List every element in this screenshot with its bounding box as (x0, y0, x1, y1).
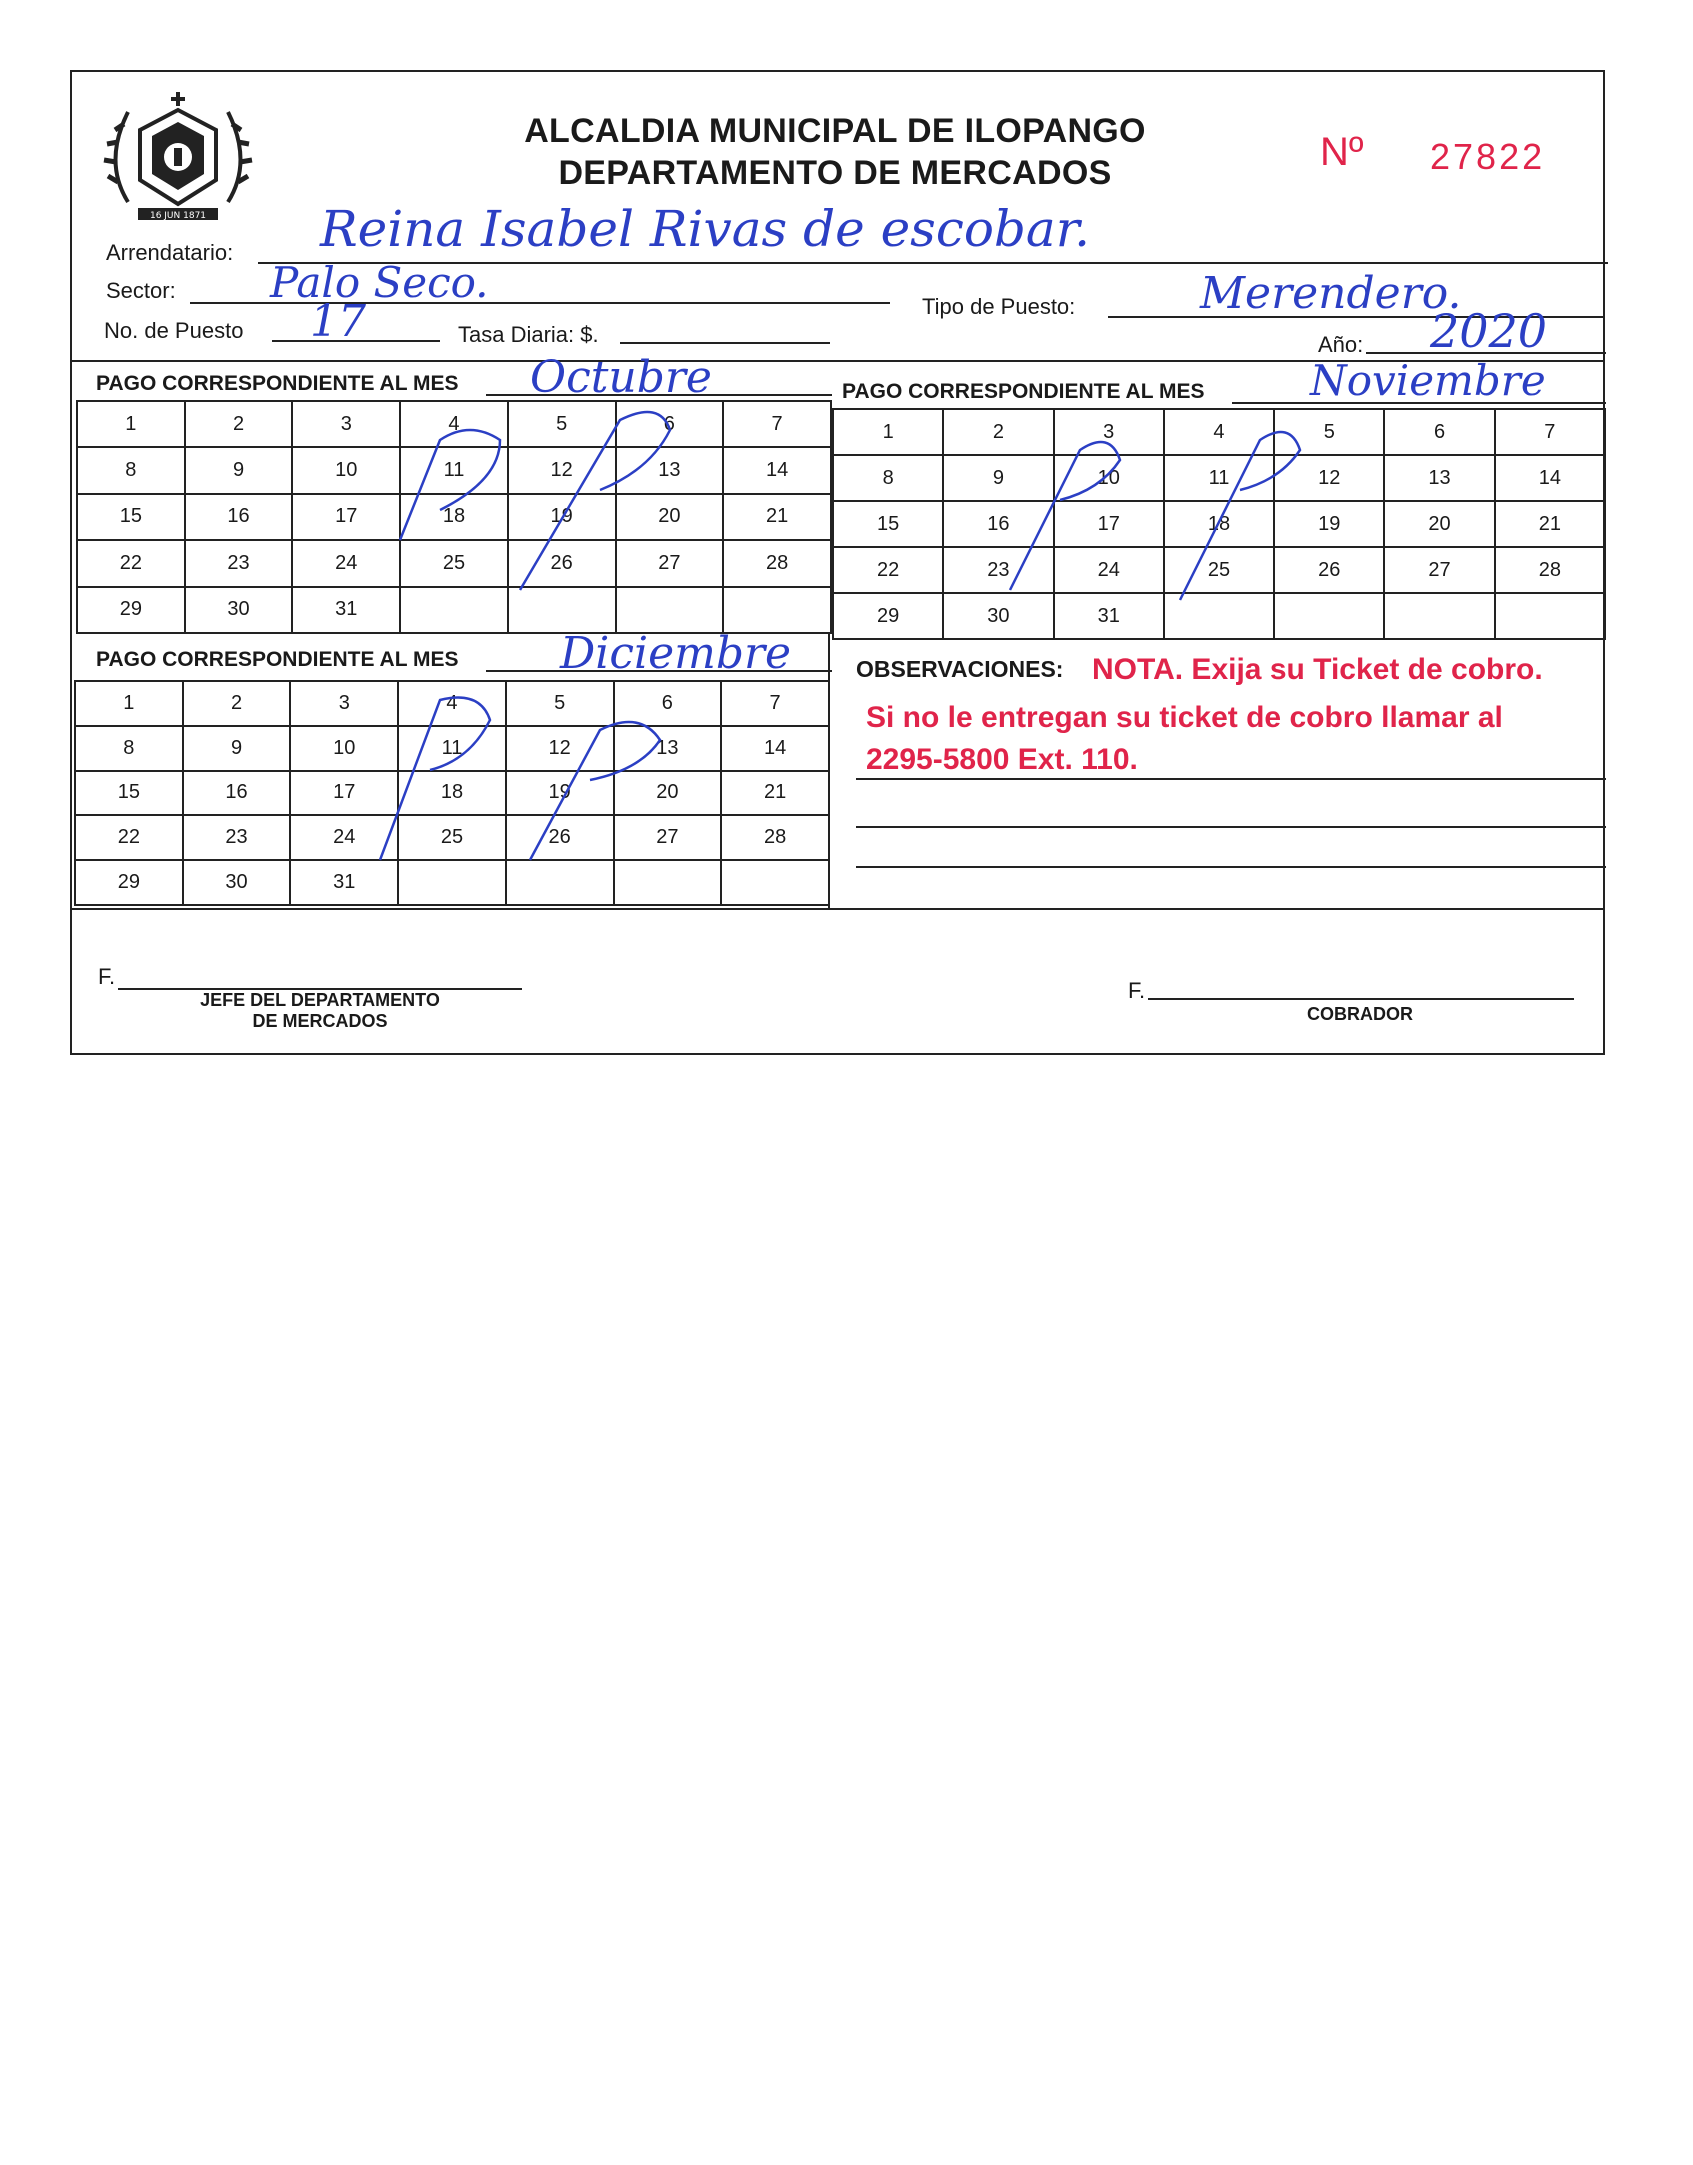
calendar-day-cell[interactable]: 14 (721, 726, 829, 771)
calendar-day-cell[interactable]: 28 (723, 540, 831, 586)
calendar-week-row (77, 401, 831, 447)
calendar-day-cell[interactable]: 29 (77, 587, 185, 633)
calendar-day-cell[interactable]: 4 (398, 681, 506, 726)
calendar-day-cell[interactable]: 9 (185, 447, 293, 493)
calendar-week-row (75, 771, 829, 816)
calendar-day-cell[interactable]: 3 (290, 681, 398, 726)
calendar-day-cell[interactable]: 21 (723, 494, 831, 540)
calendar-week-row (833, 455, 1605, 501)
calendar-day-cell[interactable]: 6 (614, 681, 722, 726)
calendar-day-cell[interactable]: 24 (292, 540, 400, 586)
calendar-day-cell[interactable]: 10 (290, 726, 398, 771)
calendar-day-cell[interactable]: 30 (183, 860, 291, 905)
vertical-divider (828, 634, 832, 910)
calendar-day-cell[interactable] (508, 587, 616, 633)
arrendatario-value[interactable]: Reina Isabel Rivas de escobar. (320, 200, 1091, 258)
tipo-value[interactable]: Merendero. (1200, 268, 1462, 319)
calendar-week-row (833, 547, 1605, 593)
calendar-day-cell[interactable]: 22 (833, 547, 943, 593)
calendar-day-cell[interactable] (616, 587, 724, 633)
calendar-day-cell[interactable]: 9 (943, 455, 1053, 501)
calendar-day-cell[interactable]: 12 (506, 726, 614, 771)
calendar-day-cell[interactable]: 18 (400, 494, 508, 540)
obs-line-3 (856, 866, 1606, 868)
calendar-day-cell[interactable]: 27 (614, 815, 722, 860)
calendar-day-cell[interactable]: 2 (943, 409, 1053, 455)
calendar-week-row (75, 860, 829, 905)
arrendatario-label: Arrendatario: (106, 240, 234, 265)
calendar-day-cell[interactable] (506, 860, 614, 905)
calendar-week-row (833, 409, 1605, 455)
calendar-day-cell[interactable] (398, 860, 506, 905)
calendar-day-cell[interactable]: 7 (721, 681, 829, 726)
observaciones-label: OBSERVACIONES: (856, 656, 1064, 682)
calendar-day-cell[interactable]: 11 (1164, 455, 1274, 501)
diciembre-label: PAGO CORRESPONDIENTE AL MES (96, 648, 459, 671)
calendar-day-cell[interactable]: 28 (721, 815, 829, 860)
calendar-day-cell[interactable]: 10 (1054, 455, 1164, 501)
nota-line-1: NOTA. Exija su Ticket de cobro. (1092, 653, 1543, 686)
cobrador-signature-line[interactable] (1148, 998, 1574, 1000)
calendar-week-row (77, 494, 831, 540)
calendar-day-cell[interactable]: 20 (614, 771, 722, 816)
calendar-day-cell[interactable]: 29 (75, 860, 183, 905)
calendar-day-cell[interactable]: 24 (1054, 547, 1164, 593)
calendar-day-cell[interactable]: 23 (943, 547, 1053, 593)
calendar-day-cell[interactable]: 19 (1274, 501, 1384, 547)
tipo-label: Tipo de Puesto: (922, 294, 1076, 319)
calendar-day-cell[interactable]: 19 (508, 494, 616, 540)
calendar-day-cell[interactable] (1384, 593, 1494, 639)
title-line-2: DEPARTAMENTO DE MERCADOS (558, 154, 1112, 192)
calendar-day-cell[interactable]: 8 (77, 447, 185, 493)
number-label: Nº (1320, 130, 1364, 174)
octubre-month[interactable]: Octubre (530, 352, 712, 403)
calendar-day-cell[interactable]: 24 (290, 815, 398, 860)
calendar-day-cell[interactable]: 17 (1054, 501, 1164, 547)
tasa-label: Tasa Diaria: $. (458, 322, 599, 347)
calendar-day-cell[interactable]: 13 (1384, 455, 1494, 501)
calendar-day-cell[interactable]: 23 (185, 540, 293, 586)
calendar-day-cell[interactable]: 2 (183, 681, 291, 726)
jefe-f-label: F. (98, 964, 116, 989)
calendar-day-cell[interactable]: 7 (723, 401, 831, 447)
calendar-day-cell[interactable]: 17 (290, 771, 398, 816)
anio-value[interactable]: 2020 (1430, 304, 1548, 358)
calendar-day-cell[interactable]: 15 (75, 771, 183, 816)
title-line-1: ALCALDIA MUNICIPAL DE ILOPANGO (524, 112, 1146, 150)
calendar-day-cell[interactable]: 23 (183, 815, 291, 860)
calendar-day-cell[interactable] (1495, 593, 1605, 639)
calendar-day-cell[interactable]: 1 (77, 401, 185, 447)
number-value: 27822 (1430, 136, 1546, 177)
calendar-day-cell[interactable]: 22 (75, 815, 183, 860)
calendar-day-cell[interactable]: 5 (506, 681, 614, 726)
calendar-day-cell[interactable]: 31 (1054, 593, 1164, 639)
calendar-day-cell[interactable]: 3 (1054, 409, 1164, 455)
calendar-day-cell[interactable]: 16 (183, 771, 291, 816)
calendar-day-cell[interactable]: 15 (833, 501, 943, 547)
jefe-caption (170, 990, 470, 1032)
calendar-week-row (75, 815, 829, 860)
noviembre-calendar (832, 408, 1606, 640)
calendar-day-cell[interactable]: 2 (185, 401, 293, 447)
calendar-week-row (75, 681, 829, 726)
calendar-day-cell[interactable]: 20 (616, 494, 724, 540)
calendar-day-cell[interactable] (400, 587, 508, 633)
calendar-day-cell[interactable]: 8 (75, 726, 183, 771)
calendar-day-cell[interactable]: 14 (1495, 455, 1605, 501)
calendar-day-cell[interactable]: 27 (1384, 547, 1494, 593)
calendar-day-cell[interactable]: 13 (616, 447, 724, 493)
calendar-day-cell[interactable]: 16 (943, 501, 1053, 547)
calendar-day-cell[interactable]: 14 (723, 447, 831, 493)
calendar-week-row (833, 501, 1605, 547)
svg-text:16 JUN 1871: 16 JUN 1871 (149, 211, 207, 221)
calendar-day-cell[interactable]: 26 (508, 540, 616, 586)
calendar-week-row (833, 593, 1605, 639)
calendar-week-row (77, 447, 831, 493)
calendar-day-cell[interactable]: 31 (292, 587, 400, 633)
cobrador-f-label: F. (1128, 978, 1146, 1003)
calendar-day-cell[interactable]: 4 (400, 401, 508, 447)
calendar-day-cell[interactable]: 30 (943, 593, 1053, 639)
bottom-separator (70, 908, 1605, 910)
calendar-day-cell[interactable]: 25 (398, 815, 506, 860)
calendar-day-cell[interactable]: 10 (292, 447, 400, 493)
calendar-day-cell[interactable]: 31 (290, 860, 398, 905)
calendar-day-cell[interactable] (723, 587, 831, 633)
sector-label: Sector: (106, 278, 176, 303)
octubre-calendar (76, 400, 832, 634)
calendar-day-cell[interactable]: 3 (292, 401, 400, 447)
calendar-day-cell[interactable]: 9 (183, 726, 291, 771)
calendar-day-cell[interactable]: 30 (185, 587, 293, 633)
calendar-day-cell[interactable]: 13 (614, 726, 722, 771)
calendar-day-cell[interactable]: 26 (506, 815, 614, 860)
calendar-day-cell[interactable]: 21 (721, 771, 829, 816)
calendar-day-cell[interactable]: 5 (508, 401, 616, 447)
page-title (460, 110, 1210, 194)
calendar-day-cell[interactable]: 27 (616, 540, 724, 586)
diciembre-calendar (74, 680, 830, 906)
cobrador-caption: COBRADOR (1307, 1004, 1413, 1024)
calendar-day-cell[interactable]: 11 (398, 726, 506, 771)
calendar-week-row (77, 540, 831, 586)
calendar-day-cell[interactable]: 22 (77, 540, 185, 586)
obs-line-1 (856, 778, 1606, 780)
calendar-day-cell[interactable]: 5 (1274, 409, 1384, 455)
jefe-caption-line-1: JEFE DEL DEPARTAMENTO (200, 990, 440, 1010)
calendar-day-cell[interactable] (1274, 593, 1384, 639)
municipal-seal-icon (98, 82, 258, 232)
noviembre-label: PAGO CORRESPONDIENTE AL MES (842, 380, 1205, 403)
calendar-day-cell[interactable]: 12 (1274, 455, 1384, 501)
octubre-label: PAGO CORRESPONDIENTE AL MES (96, 372, 459, 395)
sector-value[interactable]: Palo Seco. (270, 258, 489, 307)
calendar-day-cell[interactable]: 16 (185, 494, 293, 540)
obs-line-2 (856, 826, 1606, 828)
puesto-value[interactable]: 17 (310, 296, 366, 347)
jefe-caption-line-2: DE MERCADOS (252, 1011, 388, 1031)
calendar-day-cell[interactable]: 19 (506, 771, 614, 816)
calendar-day-cell[interactable]: 12 (508, 447, 616, 493)
calendar-day-cell[interactable]: 15 (77, 494, 185, 540)
calendar-day-cell[interactable]: 18 (1164, 501, 1274, 547)
calendar-day-cell[interactable] (721, 860, 829, 905)
calendar-week-row (75, 726, 829, 771)
tasa-line (620, 342, 830, 344)
calendar-day-cell[interactable]: 25 (400, 540, 508, 586)
nota-line-3: 2295-5800 Ext. 110. (866, 743, 1138, 776)
calendar-day-cell[interactable]: 6 (1384, 409, 1494, 455)
calendar-day-cell[interactable]: 4 (1164, 409, 1274, 455)
calendar-day-cell[interactable]: 25 (1164, 547, 1274, 593)
calendar-day-cell[interactable]: 1 (75, 681, 183, 726)
calendar-day-cell[interactable]: 1 (833, 409, 943, 455)
calendar-day-cell[interactable]: 6 (616, 401, 724, 447)
calendar-day-cell[interactable] (1164, 593, 1274, 639)
calendar-day-cell[interactable]: 17 (292, 494, 400, 540)
calendar-day-cell[interactable]: 29 (833, 593, 943, 639)
anio-label: Año: (1318, 332, 1364, 357)
diciembre-month[interactable]: Diciembre (560, 628, 792, 679)
puesto-label: No. de Puesto (104, 318, 244, 343)
calendar-day-cell[interactable]: 7 (1495, 409, 1605, 455)
calendar-day-cell[interactable] (614, 860, 722, 905)
calendar-day-cell[interactable]: 11 (400, 447, 508, 493)
calendar-day-cell[interactable]: 20 (1384, 501, 1494, 547)
calendar-day-cell[interactable]: 18 (398, 771, 506, 816)
calendar-day-cell[interactable]: 21 (1495, 501, 1605, 547)
calendar-day-cell[interactable]: 26 (1274, 547, 1384, 593)
calendar-day-cell[interactable]: 28 (1495, 547, 1605, 593)
nota-line-2: Si no le entregan su ticket de cobro llamar al (866, 701, 1503, 734)
calendar-day-cell[interactable]: 8 (833, 455, 943, 501)
noviembre-month[interactable]: Noviembre (1310, 356, 1546, 405)
calendar-week-row (77, 587, 831, 633)
